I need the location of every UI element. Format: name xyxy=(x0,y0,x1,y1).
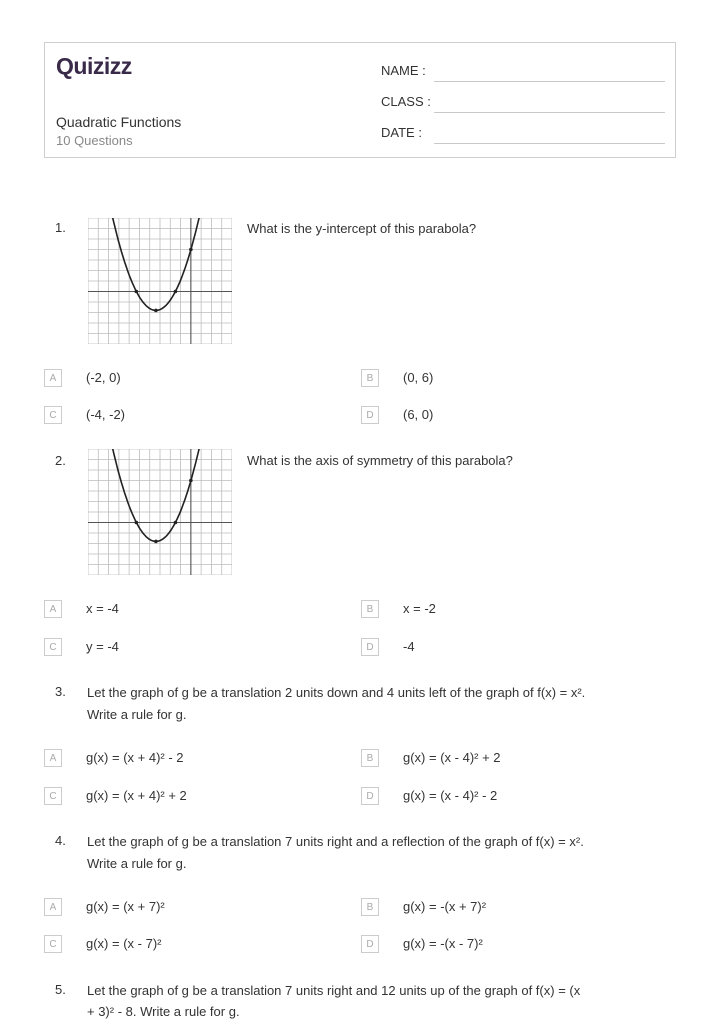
option-text: g(x) = (x + 7)² xyxy=(86,899,165,914)
option-letter: C xyxy=(44,638,62,656)
question-text: What is the y-intercept of this parabola? xyxy=(247,221,477,236)
worksheet-header xyxy=(44,42,676,158)
class-field[interactable] xyxy=(434,112,665,113)
graph-point xyxy=(135,290,139,294)
option-text: g(x) = (x + 4)² + 2 xyxy=(86,788,187,803)
name-field[interactable] xyxy=(434,81,665,82)
option-letter: A xyxy=(44,600,62,618)
date-field[interactable] xyxy=(434,143,665,144)
question-number: 4. xyxy=(55,833,66,848)
option-letter: D xyxy=(361,638,379,656)
question-text-line: Write a rule for g. xyxy=(87,856,187,871)
option-letter: B xyxy=(361,369,379,387)
graph-point xyxy=(189,248,193,252)
option-text: g(x) = (x - 7)² xyxy=(86,936,162,951)
option-text: (-4, -2) xyxy=(86,407,125,422)
option-text: g(x) = (x - 4)² - 2 xyxy=(403,788,498,803)
question-number: 5. xyxy=(55,982,66,997)
option-letter: D xyxy=(361,787,379,805)
question-number: 2. xyxy=(55,453,66,468)
question-text: What is the axis of symmetry of this parabola? xyxy=(247,453,513,468)
question-text-line: Let the graph of g be a translation 7 units right and a reflection of the graph of f(x) = x². xyxy=(87,834,584,849)
option-text: (-2, 0) xyxy=(86,370,121,385)
parabola-graph xyxy=(88,449,232,575)
option-text: g(x) = (x - 4)² + 2 xyxy=(403,750,501,765)
option-letter: D xyxy=(361,935,379,953)
option-letter: C xyxy=(44,935,62,953)
option-letter: B xyxy=(361,600,379,618)
question-number: 1. xyxy=(55,220,66,235)
class-label: CLASS : xyxy=(381,94,431,109)
graph-point xyxy=(174,290,178,294)
question-text-line: Write a rule for g. xyxy=(87,707,187,722)
option-text: (6, 0) xyxy=(403,407,434,422)
quizizz-logo: Quizizz xyxy=(56,53,132,79)
option-letter: B xyxy=(361,749,379,767)
question-count: 10 Questions xyxy=(56,133,133,148)
parabola-graph xyxy=(88,218,232,344)
option-letter: C xyxy=(44,406,62,424)
option-text: g(x) = -(x + 7)² xyxy=(403,899,487,914)
graph-point xyxy=(154,309,158,313)
option-text: (0, 6) xyxy=(403,370,434,385)
option-letter: A xyxy=(44,369,62,387)
worksheet-title: Quadratic Functions xyxy=(56,114,182,130)
graph-point xyxy=(135,521,139,525)
graph-point xyxy=(189,479,193,483)
question-number: 3. xyxy=(55,684,66,699)
option-text: g(x) = -(x - 7)² xyxy=(403,936,483,951)
option-text: y = -4 xyxy=(86,639,119,654)
option-letter: A xyxy=(44,749,62,767)
graph-point xyxy=(174,521,178,525)
graph-point xyxy=(154,540,158,544)
question-text-line: Let the graph of g be a translation 7 units right and 12 units up of the graph of f(x) = (x xyxy=(87,983,581,998)
option-text: -4 xyxy=(403,639,415,654)
option-letter: A xyxy=(44,898,62,916)
name-label: NAME : xyxy=(381,63,426,78)
question-text-line: + 3)² - 8. Write a rule for g. xyxy=(87,1004,240,1019)
question-text-line: Let the graph of g be a translation 2 units down and 4 units left of the graph of f(x) = x². xyxy=(87,685,586,700)
option-letter: B xyxy=(361,898,379,916)
option-letter: D xyxy=(361,406,379,424)
option-text: g(x) = (x + 4)² - 2 xyxy=(86,750,184,765)
option-text: x = -4 xyxy=(86,601,119,616)
option-letter: C xyxy=(44,787,62,805)
option-text: x = -2 xyxy=(403,601,436,616)
date-label: DATE : xyxy=(381,125,422,140)
